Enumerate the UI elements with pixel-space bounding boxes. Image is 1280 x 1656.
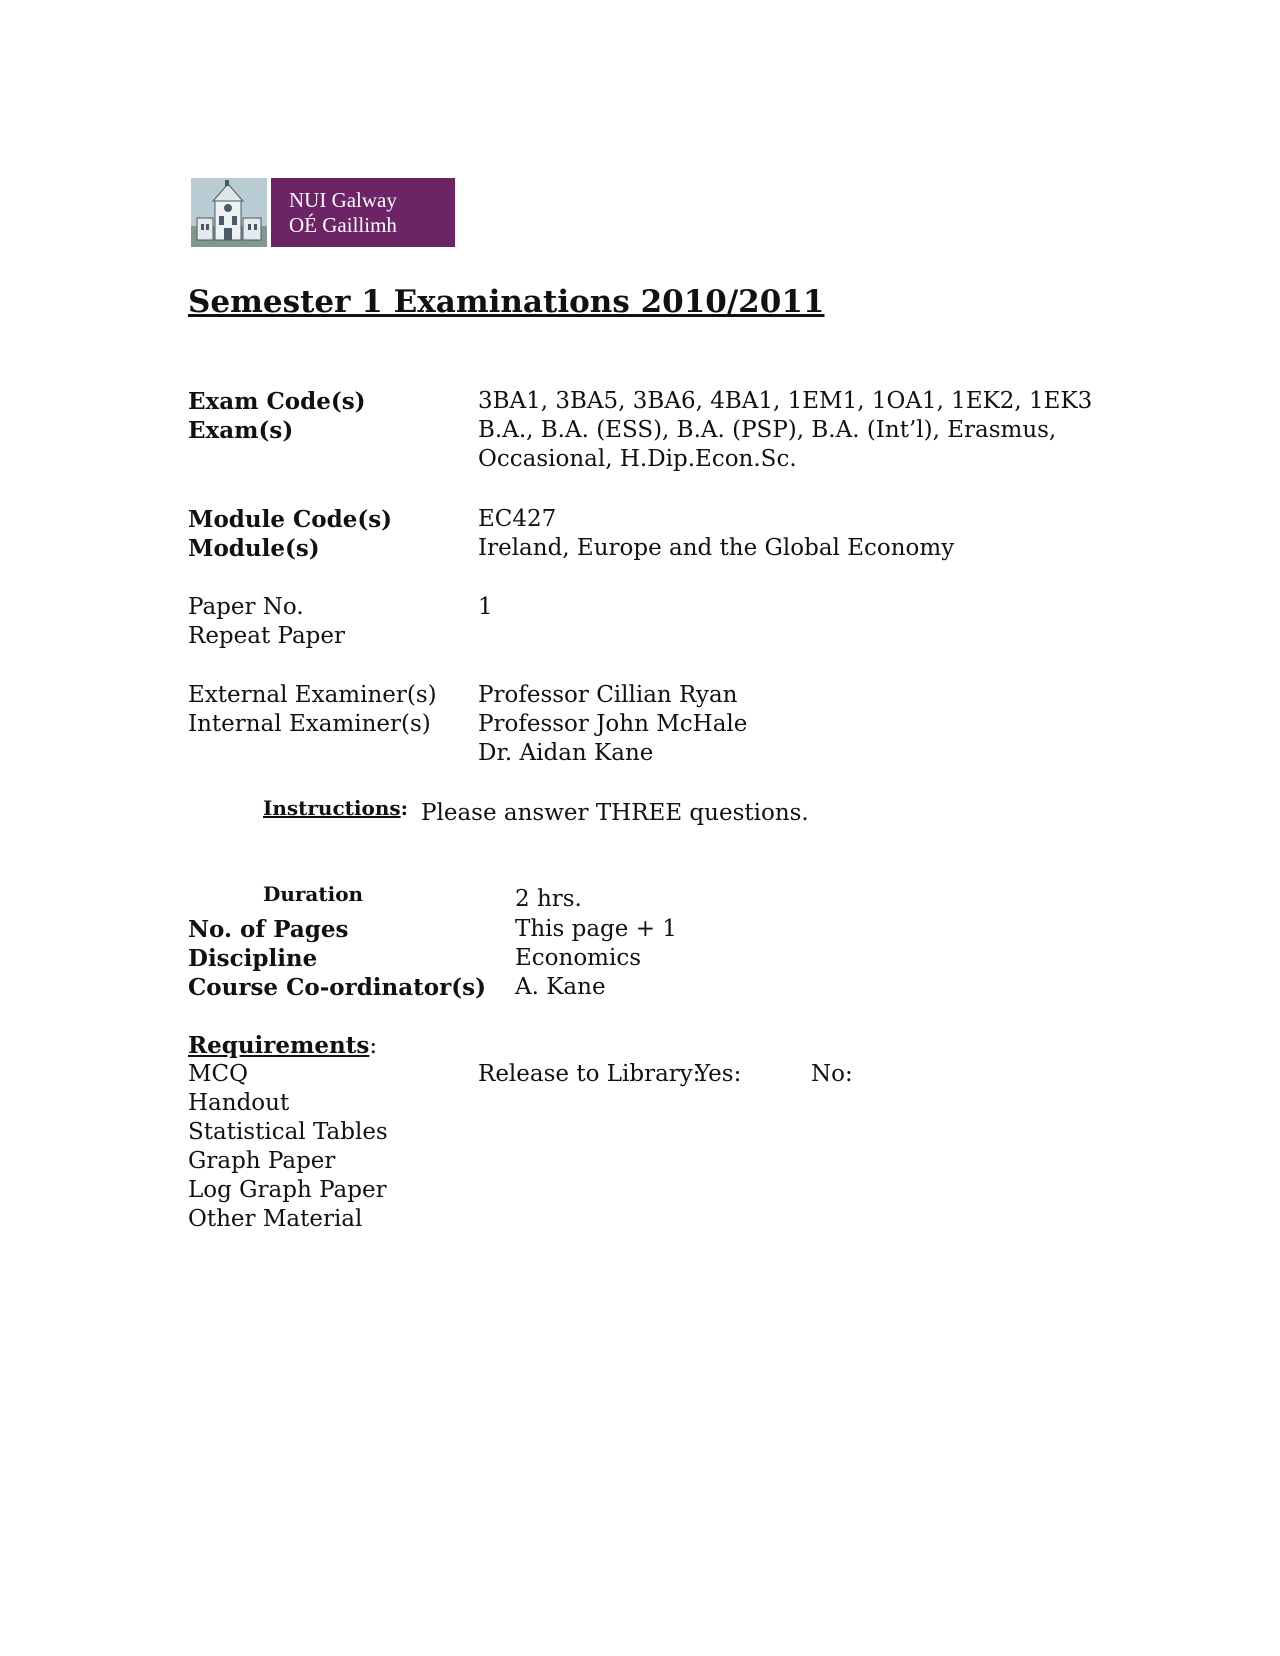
logo-text-box bbox=[271, 178, 455, 247]
repeat-paper-label: Repeat Paper bbox=[188, 623, 346, 649]
discipline-label: Discipline bbox=[188, 945, 318, 972]
exams-value-line-2: Occasional, H.Dip.Econ.Sc. bbox=[478, 446, 797, 472]
requirement-item: Handout bbox=[188, 1090, 290, 1116]
requirement-item: Log Graph Paper bbox=[188, 1177, 387, 1203]
modules-value: Ireland, Europe and the Global Economy bbox=[478, 535, 955, 561]
module-codes-label: Module Code(s) bbox=[188, 506, 393, 533]
exams-value-line-1: B.A., B.A. (ESS), B.A. (PSP), B.A. (Int’l), Erasmus, bbox=[478, 417, 1057, 443]
requirement-item: Other Material bbox=[188, 1206, 363, 1232]
internal-examiners-label: Internal Examiner(s) bbox=[188, 711, 431, 737]
requirements-label: Requirements: bbox=[188, 1032, 378, 1059]
nui-galway-logo bbox=[191, 178, 455, 247]
requirement-item: Statistical Tables bbox=[188, 1119, 388, 1145]
logo-line-1: NUI Galway bbox=[289, 187, 397, 212]
release-no-label: No: bbox=[811, 1061, 853, 1087]
duration-label: Duration bbox=[263, 882, 364, 906]
discipline-value: Economics bbox=[515, 945, 642, 971]
instructions-label: Instructions: bbox=[263, 796, 409, 820]
pages-value: This page + 1 bbox=[515, 916, 677, 942]
exam-codes-label: Exam Code(s) bbox=[188, 388, 366, 415]
coordinator-label: Course Co-ordinator(s) bbox=[188, 974, 486, 1001]
paper-no-value: 1 bbox=[478, 594, 493, 620]
logo-line-2: OÉ Gaillimh bbox=[289, 212, 397, 237]
instructions-text: Please answer THREE questions. bbox=[421, 800, 809, 826]
modules-label: Module(s) bbox=[188, 535, 320, 562]
external-examiners-label: External Examiner(s) bbox=[188, 682, 437, 708]
release-yes-label: Yes: bbox=[695, 1061, 742, 1087]
pages-label: No. of Pages bbox=[188, 916, 349, 943]
release-to-library-label: Release to Library: bbox=[478, 1061, 701, 1087]
duration-value: 2 hrs. bbox=[515, 886, 582, 912]
coordinator-value: A. Kane bbox=[515, 974, 606, 1000]
requirement-item: MCQ bbox=[188, 1061, 249, 1087]
external-examiners-value: Professor Cillian Ryan bbox=[478, 682, 738, 708]
exam-codes-value: 3BA1, 3BA5, 3BA6, 4BA1, 1EM1, 1OA1, 1EK2, 1EK3 bbox=[478, 388, 1093, 414]
module-codes-value: EC427 bbox=[478, 506, 557, 532]
paper-no-label: Paper No. bbox=[188, 594, 304, 620]
internal-examiners-value-2: Dr. Aidan Kane bbox=[478, 740, 654, 766]
requirement-item: Graph Paper bbox=[188, 1148, 336, 1174]
page-title: Semester 1 Examinations 2010/2011 bbox=[188, 284, 825, 320]
exams-label: Exam(s) bbox=[188, 417, 294, 444]
university-tower-image bbox=[191, 178, 267, 247]
internal-examiners-value-1: Professor John McHale bbox=[478, 711, 748, 737]
